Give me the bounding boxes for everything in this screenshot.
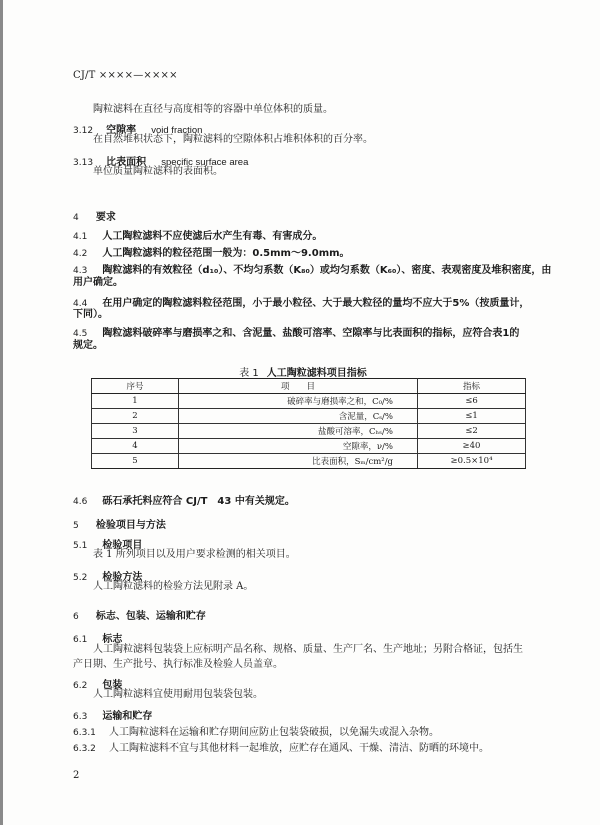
table-caption [3, 364, 600, 379]
s312-body: 在自然堆积状态下，陶粒滤料的空隙体积占堆积体积的百分率。 [93, 134, 373, 145]
s4-title: 要求 [95, 212, 116, 223]
cell-item: 含泥量，Cₛ/% [179, 409, 418, 424]
table-caption-title: 人工陶粒滤料项目指标 [266, 368, 367, 379]
col-header-item: 项 目 [179, 379, 418, 394]
s43-line2: 用户确定。 [73, 277, 123, 288]
col-header-value: 指标 [418, 379, 526, 394]
s313-body: 单位质量陶粒滤料的表面积。 [93, 166, 223, 177]
s631-text: 人工陶粒滤料在运输和贮存期间应防止包装袋破损，以免漏失或混入杂物。 [109, 727, 439, 738]
table-caption-number: 表 1 [239, 368, 259, 379]
s52-title: 检验方法 [102, 572, 143, 583]
s5-title: 检验项目与方法 [95, 520, 166, 531]
table-row [92, 439, 526, 454]
s51-body: 表 1 所列项目以及用户要求检测的相关项目。 [93, 549, 296, 560]
s312-english: void fraction [151, 125, 203, 136]
s61-title: 标志 [102, 634, 123, 645]
s632 [73, 736, 489, 756]
s45-line2: 规定。 [73, 340, 103, 351]
s46-number: 4.6 [73, 497, 88, 507]
s631-number: 6.3.1 [73, 728, 96, 738]
spec-table [91, 378, 526, 469]
cell-value: ≥40 [418, 439, 526, 454]
table-header-row [92, 379, 526, 394]
table-row [92, 454, 526, 469]
s6-number: 6 [73, 612, 79, 622]
cell-item: 比表面积，Sₘ/cm²/g [179, 454, 418, 469]
s312-title: 空隙率 [106, 125, 137, 136]
s312-number: 3.12 [73, 126, 94, 136]
cell-value: ≤1 [418, 409, 526, 424]
cell-no: 3 [92, 424, 179, 439]
table-row [92, 394, 526, 409]
s42-text: 人工陶粒滤料的粒径范围一般为：0.5mm～9.0mm。 [102, 248, 350, 259]
cell-no: 1 [92, 394, 179, 409]
col-header-no: 序号 [92, 379, 179, 394]
s52-number: 5.2 [73, 573, 88, 583]
s313-title: 比表面积 [106, 157, 147, 168]
s51-title: 检验项目 [102, 540, 143, 551]
s6-heading [73, 604, 206, 623]
s6-title: 标志、包装、运输和贮存 [95, 611, 206, 622]
s61-line1: 人工陶粒滤料包装袋上应标明产品名称、规格、质量、生产厂名、生产地址；另附合格证，包括生 [93, 644, 523, 655]
s45-number: 4.5 [73, 329, 88, 339]
s41-text: 人工陶粒滤料不应使滤后水产生有毒、有害成分。 [102, 231, 323, 242]
s313-number: 3.13 [73, 158, 94, 168]
cell-no: 5 [92, 454, 179, 469]
s4-number: 4 [73, 213, 79, 223]
s63-number: 6.3 [73, 712, 88, 722]
s45 [73, 321, 519, 340]
s63-title: 运输和贮存 [102, 711, 153, 722]
s46 [73, 489, 295, 508]
s62-number: 6.2 [73, 681, 88, 691]
s4-heading [73, 205, 116, 224]
s51-number: 5.1 [73, 541, 88, 551]
cell-value: ≥0.5×10⁴ [418, 454, 526, 469]
s43-line1: 陶粒滤料的有效粒径（d₁₀）、不均匀系数（K₈₀）或均匀系数（K₆₀）、密度、表观密度及堆积密度，由 [102, 265, 552, 276]
s44-line1: 在用户确定的陶粒滤料粒径范围，小于最小粒径、大于最大粒径的量均不应大于5%（按质量计， [102, 298, 530, 309]
s44-line2: 下同）。 [73, 309, 108, 320]
cell-item: 盐酸可溶率，Cₕₛ/% [179, 424, 418, 439]
s632-text: 人工陶粒滤料不宜与其他材料一起堆放，应贮存在通风、干燥、清洁、防晒的环境中。 [109, 743, 489, 754]
s43-number: 4.3 [73, 266, 88, 276]
s42-number: 4.2 [73, 249, 88, 259]
s632-number: 6.3.2 [73, 744, 96, 754]
cell-no: 2 [92, 409, 179, 424]
s41-number: 4.1 [73, 232, 88, 242]
page-number: 2 [73, 770, 80, 781]
cell-value: ≤6 [418, 394, 526, 409]
cell-value: ≤2 [418, 424, 526, 439]
s45-line1: 陶粒滤料破碎率与磨损率之和、含泥量、盐酸可溶率、空隙率与比表面积的指标，应符合表1的 [102, 328, 520, 339]
standard-code-header: CJ/T ××××—×××× [73, 70, 178, 81]
table-row [92, 409, 526, 424]
cell-item: 空隙率，ν/% [179, 439, 418, 454]
s62-title: 包装 [102, 680, 123, 691]
s46-text: 砾石承托料应符合 CJ/T 43 中有关规定。 [102, 496, 295, 507]
s61-line2: 产日期、生产批号、执行标准及检验人员盖章。 [73, 659, 283, 670]
s61-number: 6.1 [73, 635, 88, 645]
s44 [73, 291, 529, 310]
cell-no: 4 [92, 439, 179, 454]
s313-english: specific surface area [161, 157, 249, 168]
s5-number: 5 [73, 521, 79, 531]
s62-body: 人工陶粒滤料宜使用耐用包装袋包装。 [93, 689, 263, 700]
s52-body: 人工陶粒滤料的检验方法见附录 A。 [93, 581, 254, 592]
s5-heading [73, 513, 166, 532]
s43 [73, 258, 551, 277]
cell-item: 破碎率与磨损率之和，C₀/% [179, 394, 418, 409]
table-row [92, 424, 526, 439]
s44-number: 4.4 [73, 299, 88, 309]
s311-body: 陶粒滤料在直径与高度相等的容器中单位体积的质量。 [93, 104, 333, 115]
